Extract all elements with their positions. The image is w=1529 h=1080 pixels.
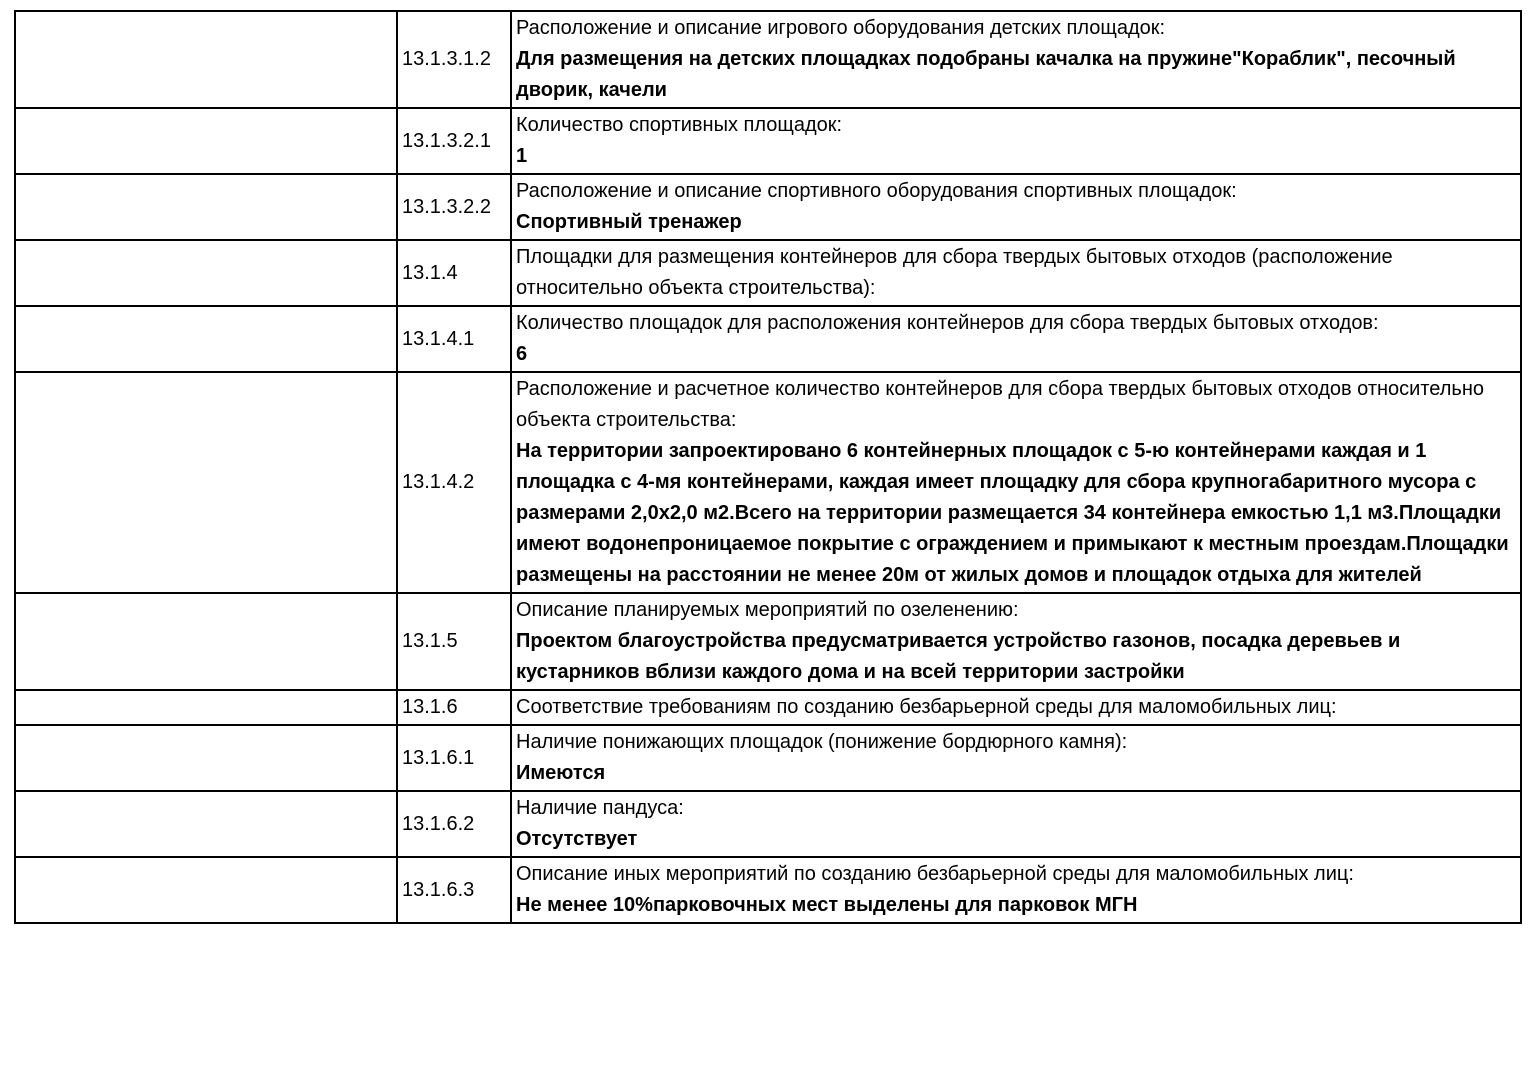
row-label: Расположение и расчетное количество контейнеров для сбора твердых бытовых отходов относительно объекта строительства:: [516, 378, 1485, 431]
row-value: Отсутствует: [516, 828, 638, 850]
row-value: Для размещения на детских площадках подобраны качалка на пружине"Кораблик", песочный дворик, качели: [516, 48, 1456, 101]
table-row: [15, 108, 1521, 174]
row-label: Наличие понижающих площадок (понижение бордюрного камня):: [516, 731, 1128, 753]
row-value: 1: [516, 145, 528, 167]
table-row: [15, 372, 1521, 593]
empty-cell: [15, 240, 397, 306]
row-content: [511, 593, 1521, 690]
row-value: Имеются: [516, 762, 606, 784]
row-code: 13.1.4.2: [397, 372, 511, 593]
empty-cell: [15, 306, 397, 372]
row-code: 13.1.5: [397, 593, 511, 690]
row-label: Описание планируемых мероприятий по озеленению:: [516, 599, 1019, 621]
document-table: [14, 10, 1522, 924]
table-row: [15, 857, 1521, 923]
row-value: Спортивный тренажер: [516, 211, 742, 233]
table-row: [15, 593, 1521, 690]
row-code: 13.1.6: [397, 690, 511, 725]
row-code: 13.1.3.2.1: [397, 108, 511, 174]
empty-cell: [15, 11, 397, 108]
row-code: 13.1.4.1: [397, 306, 511, 372]
row-label: Площадки для размещения контейнеров для сбора твердых бытовых отходов (расположение относительно объекта строительства):: [516, 246, 1393, 299]
row-value: Не менее 10%парковочных мест выделены для парковок МГН: [516, 894, 1138, 916]
empty-cell: [15, 791, 397, 857]
row-code: 13.1.3.2.2: [397, 174, 511, 240]
table-row: [15, 11, 1521, 108]
table-row: [15, 306, 1521, 372]
row-label: Описание иных мероприятий по созданию безбарьерной среды для маломобильных лиц:: [516, 863, 1354, 885]
table-row: [15, 174, 1521, 240]
row-label: Количество спортивных площадок:: [516, 114, 843, 136]
row-content: [511, 725, 1521, 791]
empty-cell: [15, 690, 397, 725]
row-code: 13.1.3.1.2: [397, 11, 511, 108]
row-value: Проектом благоустройства предусматривается устройство газонов, посадка деревьев и кустарников вблизи каждого дома и на всей территории застройки: [516, 630, 1401, 683]
row-code: 13.1.4: [397, 240, 511, 306]
row-content: [511, 791, 1521, 857]
row-content: [511, 857, 1521, 923]
empty-cell: [15, 372, 397, 593]
row-content: [511, 11, 1521, 108]
row-content: [511, 372, 1521, 593]
table-row: [15, 240, 1521, 306]
row-value: 6: [516, 343, 528, 365]
table-row: [15, 690, 1521, 725]
row-label: Количество площадок для расположения контейнеров для сбора твердых бытовых отходов:: [516, 312, 1379, 334]
row-value: На территории запроектировано 6 контейнерных площадок с 5-ю контейнерами каждая и 1 площадка с 4-мя контейнерами, каждая имеет площадку для сбора крупногабаритного мусора с размерами 2,0х2,0 м2.Всего на территории размещается 34 контейнера емкостью 1,1 м3.Площадки имеют водонепроницаемое покрытие с ограждением и примыкают к местным проездам.Площадки размещены на расстоянии не менее 20м от жилых домов и площадок отдыха для жителей: [516, 440, 1509, 586]
table-row: [15, 725, 1521, 791]
row-content: [511, 690, 1521, 725]
row-code: 13.1.6.1: [397, 725, 511, 791]
row-code: 13.1.6.2: [397, 791, 511, 857]
row-label: Расположение и описание игрового оборудования детских площадок:: [516, 17, 1166, 39]
row-code: 13.1.6.3: [397, 857, 511, 923]
row-label: Соответствие требованиям по созданию безбарьерной среды для маломобильных лиц:: [516, 696, 1337, 718]
empty-cell: [15, 108, 397, 174]
empty-cell: [15, 857, 397, 923]
table-row: [15, 791, 1521, 857]
empty-cell: [15, 593, 397, 690]
row-content: [511, 306, 1521, 372]
row-content: [511, 174, 1521, 240]
row-label: Наличие пандуса:: [516, 797, 684, 819]
row-label: Расположение и описание спортивного оборудования спортивных площадок:: [516, 180, 1237, 202]
empty-cell: [15, 725, 397, 791]
row-content: [511, 240, 1521, 306]
empty-cell: [15, 174, 397, 240]
row-content: [511, 108, 1521, 174]
